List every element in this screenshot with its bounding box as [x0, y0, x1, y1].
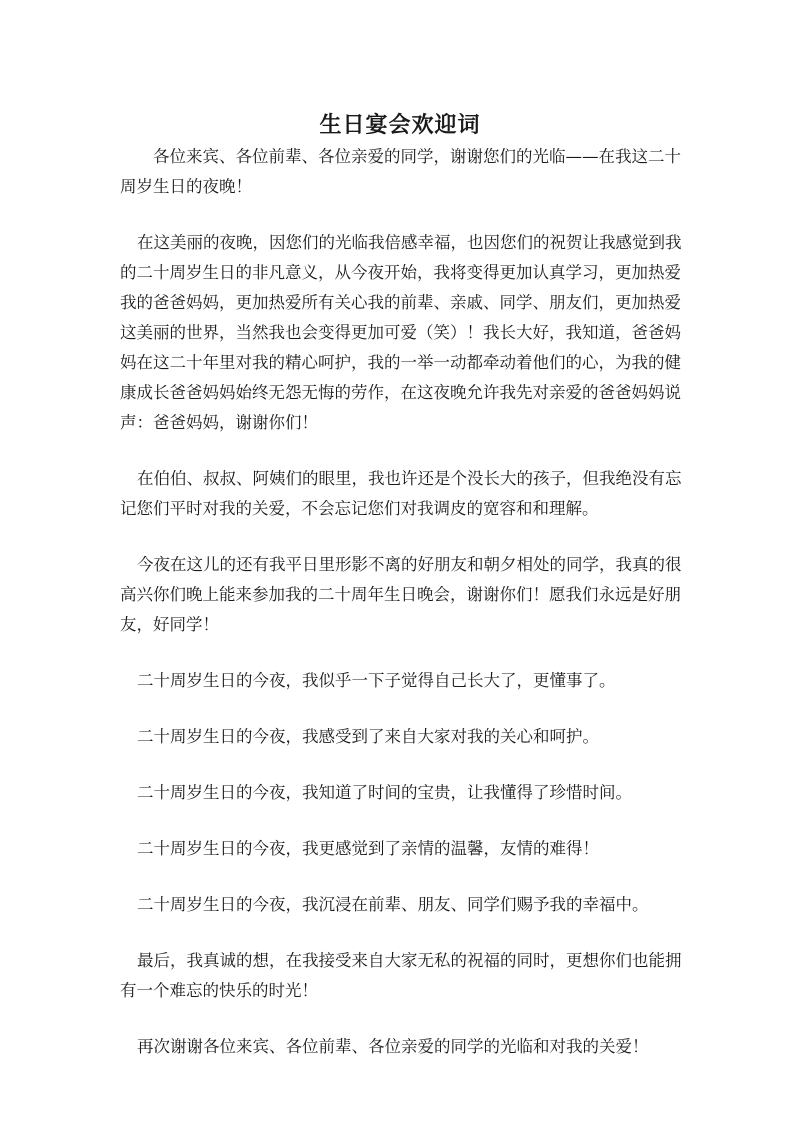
paragraph-grown-up: 二十周岁生日的今夜，我似乎一下子觉得自己长大了，更懂事了。 [137, 671, 616, 690]
paragraph-family-friendship: 二十周岁生日的今夜，我更感觉到了亲情的温馨，友情的难得！ [137, 839, 599, 858]
paragraph-friends: 今夜在这儿的还有我平日里形影不离的好朋友和朝夕相处的同学，我真的很高兴你们晚上能来参加我的二十周年生日晚会，谢谢你们！愿我们永远是好朋友，好同学！ [120, 555, 682, 634]
paragraph-time: 二十周岁生日的今夜，我知道了时间的宝贵，让我懂得了珍惜时间。 [137, 783, 632, 802]
paragraph-thanks-parents: 在这美丽的夜晚，因您们的光临我倍感幸福，也因您们的祝贺让我感觉到我的二十周岁生日的非凡意义，从今夜开始，我将变得更加认真学习，更加热爱我的爸爸妈妈，更加热爱所有关心我的前辈、亲戚、同学、朋友们，更加热爱这美丽的世界，当然我也会变得更加可爱（笑）！我长大好，我知道，爸爸妈妈在这二十年里对我的精心呵护，我的一举一动都牵动着他们的心，为我的健康成长爸爸妈妈始终无怨无悔的劳作，在这夜晚允许我先对亲爱的爸爸妈妈说声：爸爸妈妈，谢谢你们！ [120, 233, 682, 432]
page-title: 生日宴会欢迎词 [319, 111, 481, 138]
document-body [120, 142, 682, 1088]
paragraph-happiness: 二十周岁生日的今夜，我沉浸在前辈、朋友、同学们赐予我的幸福中。 [137, 895, 649, 914]
paragraph-greeting: 各位来宾、各位前辈、各位亲爱的同学，谢谢您们的光临——在我这二十周岁生日的夜晚！ [120, 147, 681, 196]
paragraph-elders: 在伯伯、叔叔、阿姨们的眼里，我也许还是个没长大的孩子，但我绝没有忘记您们平时对我的关爱，不会忘记您们对我调皮的宽容和和理解。 [120, 469, 682, 518]
paragraph-care: 二十周岁生日的今夜，我感受到了来自大家对我的关心和呵护。 [137, 727, 599, 746]
paragraph-closing: 再次谢谢各位来宾、各位前辈、各位亲爱的同学的光临和对我的关爱！ [137, 1037, 649, 1056]
paragraph-finally: 最后，我真诚的想，在我接受来自大家无私的祝福的同时，更想你们也能拥有一个难忘的快乐的时光！ [120, 951, 682, 1000]
